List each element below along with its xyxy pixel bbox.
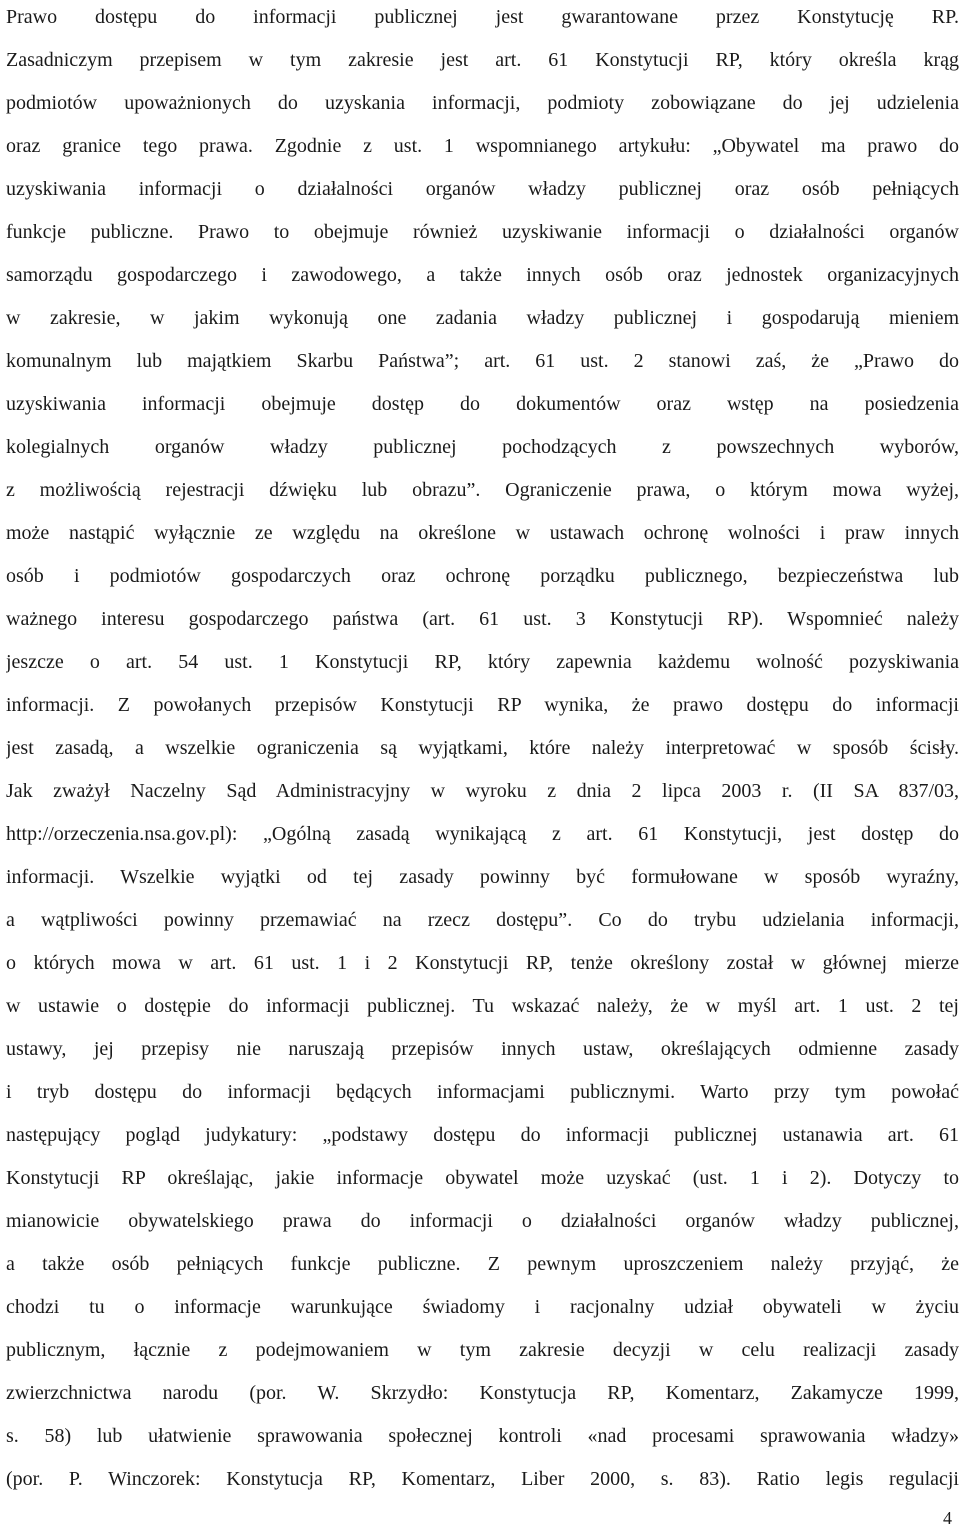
text-line: w zakresie, w jakim wykonują one zadania władzy publicznej i gospodarują mieniem — [6, 307, 959, 329]
text-line: z możliwością rejestracji dźwięku lub obrazu”. Ograniczenie prawa, o którym mowa wyżej, — [6, 479, 959, 501]
text-line: osób i podmiotów gospodarczych oraz ochronę porządku publicznego, bezpieczeństwa lub — [6, 565, 959, 587]
text-line: samorządu gospodarczego i zawodowego, a także innych osób oraz jednostek organizacyjnych — [6, 264, 959, 286]
text-line: komunalnym lub majątkiem Skarbu Państwa”; art. 61 ust. 2 stanowi zaś, że „Prawo do — [6, 350, 959, 372]
text-line: s. 58) lub ułatwienie sprawowania społecznej kontroli «nad procesami sprawowania władzy» — [6, 1425, 959, 1447]
text-line: funkcje publiczne. Prawo to obejmuje również uzyskiwanie informacji o działalności organów — [6, 221, 959, 243]
text-line: oraz granice tego prawa. Zgodnie z ust. 1 wspomnianego artykułu: „Obywatel ma prawo do — [6, 135, 959, 157]
text-line: jest zasadą, a wszelkie ograniczenia są wyjątkami, które należy interpretować w sposób ścisły. — [6, 737, 959, 759]
text-line: jeszcze o art. 54 ust. 1 Konstytucji RP, który zapewnia każdemu wolność pozyskiwania — [6, 651, 959, 673]
text-line: http://orzeczenia.nsa.gov.pl): „Ogólną zasadą wynikającą z art. 61 Konstytucji, jest dostęp do — [6, 823, 959, 845]
page-number: 4 — [943, 1508, 952, 1528]
text-line: mianowicie obywatelskiego prawa do informacji o działalności organów władzy publicznej, — [6, 1210, 959, 1232]
text-line: a także osób pełniących funkcje publiczne. Z pewnym uproszczeniem należy przyjąć, że — [6, 1253, 959, 1275]
text-line: następujący pogląd judykatury: „podstawy dostępu do informacji publicznej ustanawia art. 61 — [6, 1124, 959, 1146]
text-line: Prawo dostępu do informacji publicznej jest gwarantowane przez Konstytucję RP. — [6, 6, 959, 28]
text-line: informacji. Z powołanych przepisów Konstytucji RP wynika, że prawo dostępu do informacji — [6, 694, 959, 716]
text-line: ustawy, jej przepisy nie naruszają przepisów innych ustaw, określających odmienne zasady — [6, 1038, 959, 1060]
text-line: chodzi tu o informacje warunkujące świadomy i racjonalny udział obywateli w życiu — [6, 1296, 959, 1318]
text-line: o których mowa w art. 61 ust. 1 i 2 Konstytucji RP, tenże określony został w głównej mierze — [6, 952, 959, 974]
text-line: uzyskiwania informacji o działalności organów władzy publicznej oraz osób pełniących — [6, 178, 959, 200]
text-line: informacji. Wszelkie wyjątki od tej zasady powinny być formułowane w sposób wyraźny, — [6, 866, 959, 888]
body-paragraph — [6, 0, 959, 1501]
text-line: kolegialnych organów władzy publicznej pochodzących z powszechnych wyborów, — [6, 436, 959, 458]
text-line: może nastąpić wyłącznie ze względu na określone w ustawach ochronę wolności i praw innych — [6, 522, 959, 544]
text-line: (por. P. Winczorek: Konstytucja RP, Komentarz, Liber 2000, s. 83). Ratio legis regulacji — [6, 1468, 959, 1490]
text-line: a wątpliwości powinny przemawiać na rzecz dostępu”. Co do trybu udzielania informacji, — [6, 909, 959, 931]
text-line: ważnego interesu gospodarczego państwa (art. 61 ust. 3 Konstytucji RP). Wspomnieć należy — [6, 608, 959, 630]
text-line: publicznym, łącznie z podejmowaniem w tym zakresie decyzji w celu realizacji zasady — [6, 1339, 959, 1361]
text-line: Zasadniczym przepisem w tym zakresie jest art. 61 Konstytucji RP, który określa krąg — [6, 49, 959, 71]
text-line: podmiotów upoważnionych do uzyskania informacji, podmioty zobowiązane do jej udzielenia — [6, 92, 959, 114]
text-line: i tryb dostępu do informacji będących informacjami publicznymi. Warto przy tym powołać — [6, 1081, 959, 1103]
text-line: Jak zważył Naczelny Sąd Administracyjny w wyroku z dnia 2 lipca 2003 r. (II SA 837/03, — [6, 780, 959, 802]
text-line: uzyskiwania informacji obejmuje dostęp do dokumentów oraz wstęp na posiedzenia — [6, 393, 959, 415]
text-line: zwierzchnictwa narodu (por. W. Skrzydło: Konstytucja RP, Komentarz, Zakamycze 1999, — [6, 1382, 959, 1404]
text-line: w ustawie o dostępie do informacji publicznej. Tu wskazać należy, że w myśl art. 1 ust. 2 tej — [6, 995, 959, 1017]
text-line: Konstytucji RP określając, jakie informacje obywatel może uzyskać (ust. 1 i 2). Dotyczy to — [6, 1167, 959, 1189]
